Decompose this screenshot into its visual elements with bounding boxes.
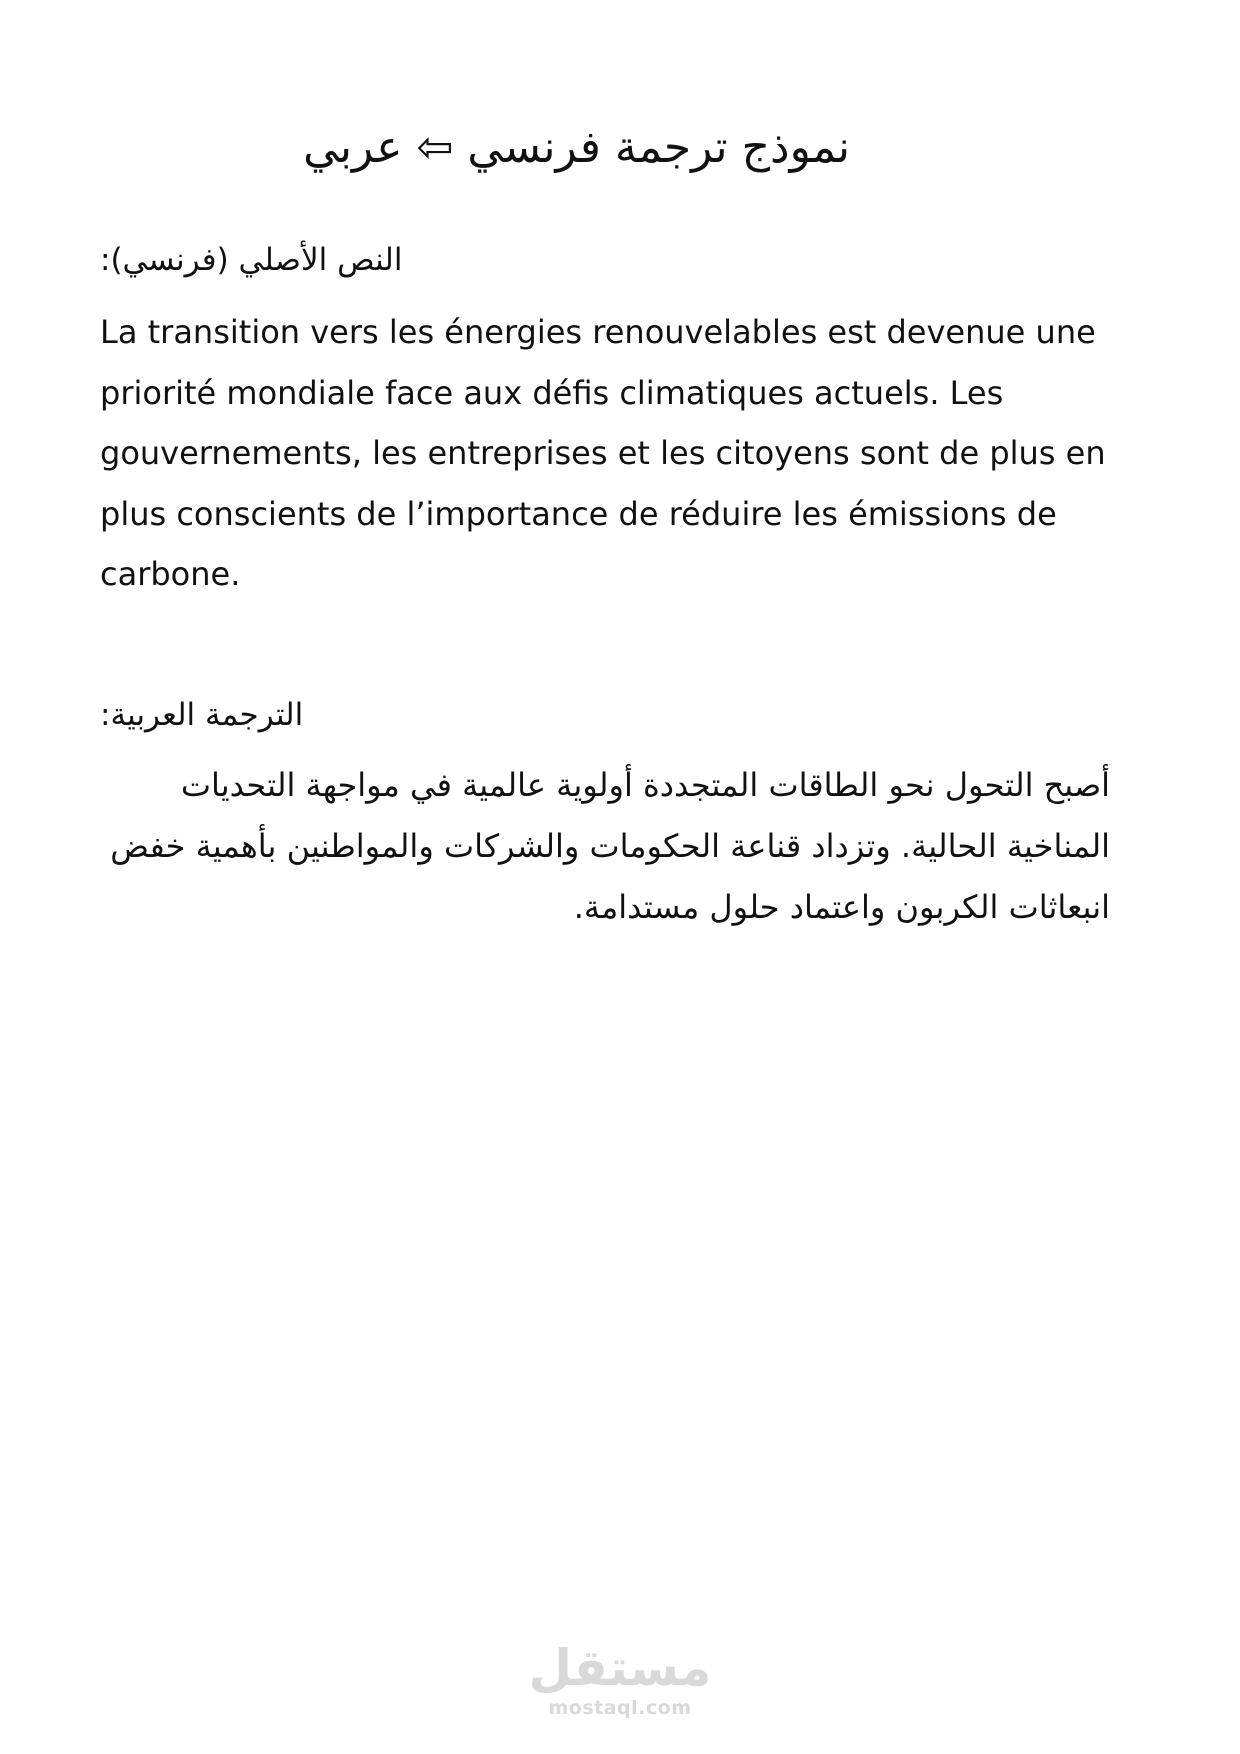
translation-label: الترجمة العربية: xyxy=(100,697,304,733)
watermark-domain: mostaql.com xyxy=(548,1697,692,1719)
original-text-label: النص الأصلي (فرنسي): xyxy=(100,242,403,278)
watermark-logo: مستقل xyxy=(528,1639,712,1697)
mostaql-watermark xyxy=(520,1640,720,1720)
arabic-translation-paragraph: أصبح التحول نحو الطاقات المتجددة أولوية عالمية في مواجهة التحديات المناخية الحالية. وتزداد قناعة الحكومات والشركات والمواطنين بأهمية خفض انبعاثات الكربون واعتماد حلول مستدامة. xyxy=(110,766,1110,926)
original-french-paragraph: La transition vers les énergies renouvelables est devenue une priorité mondiale face aux défis climatiques actuels. Les gouvernements, les entreprises et les citoyens sont de plus en plus conscients de l’importance de réduire les émissions de carbone. xyxy=(100,313,1106,593)
document-title: نموذج ترجمة فرنسي ⇦ عربي xyxy=(303,122,850,173)
